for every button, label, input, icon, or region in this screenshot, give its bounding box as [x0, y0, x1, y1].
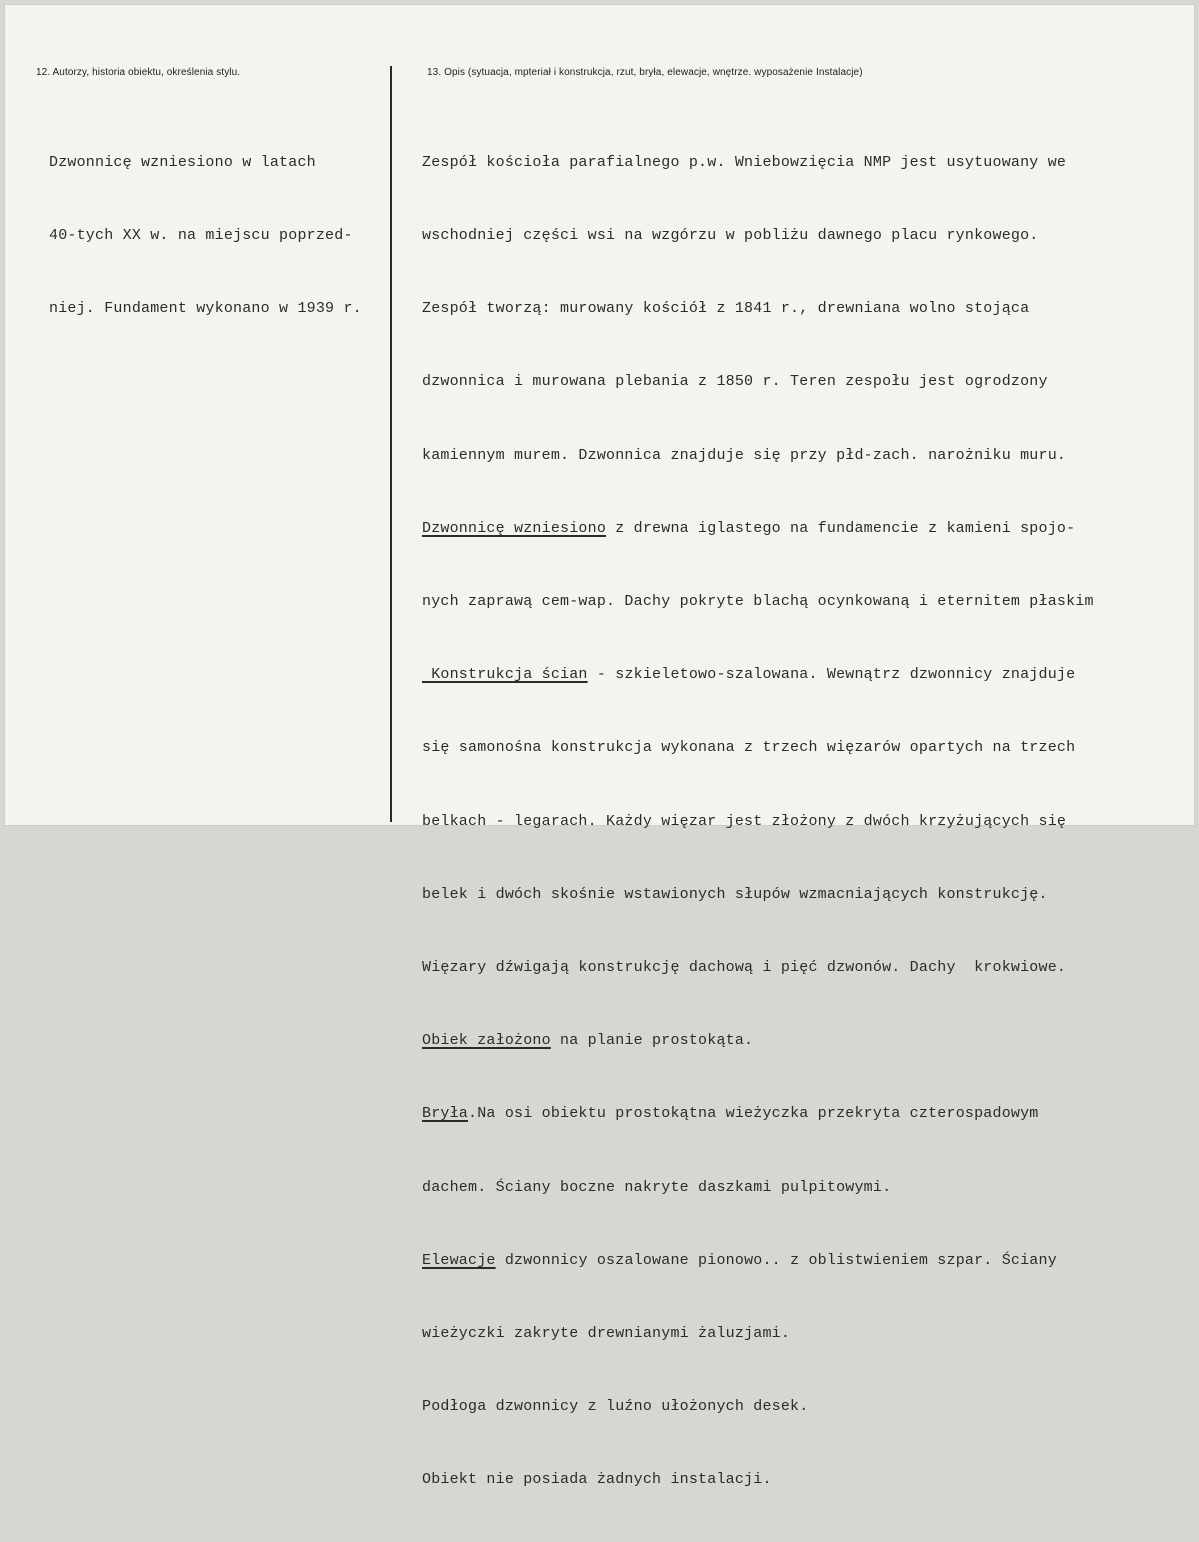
description-segment: na planie prostokąta.: [550, 1032, 754, 1050]
underlined-heading: Dzwonnicę wzniesiono: [422, 519, 607, 537]
section-13-header: 13. Opis (sytuacja, mpteriał i konstrukcja, rzut, bryła, elewacje, wnętrze. wyposażenie Instalacje): [427, 67, 863, 78]
description-line: Zespół tworzą: murowany kościół z 1841 r., drewniana wolno stojąca: [422, 300, 1030, 318]
underlined-heading: Konstrukcja ścian: [422, 666, 588, 684]
description-segment: z drewna iglastego na fundamencie z kamieni spojo-: [606, 519, 1076, 537]
underlined-heading: Bryła: [422, 1105, 469, 1123]
description-line: Zespół kościoła parafialnego p.w. Wniebowzięcia NMP jest usytuowany we: [422, 153, 1067, 171]
document-card: [4, 4, 1195, 1489]
column-divider: [390, 66, 392, 822]
description-line: Obiekt nie posiada żadnych instalacji.: [422, 1471, 772, 1489]
description-line: belkach - legarach. Każdy więzar jest złożony z dwóch krzyżujących się: [422, 812, 1067, 830]
underlined-heading: Obiek założono: [422, 1032, 551, 1050]
description-line: wieżyczki zakryte drewnianymi żaluzjami.: [422, 1325, 791, 1343]
description-line: [422, 517, 1094, 541]
description-segment: .Na osi obiektu prostokątna wieżyczka przekryta czterospadowym: [468, 1105, 1039, 1123]
history-text: [49, 102, 362, 370]
description-line: wschodniej części wsi na wzgórzu w pobliżu dawnego placu rynkowego.: [422, 227, 1039, 245]
description-line: się samonośna konstrukcja wykonana z trzech więzarów opartych na trzech: [422, 739, 1076, 757]
history-line: 40-tych XX w. na miejscu poprzed-: [49, 227, 353, 245]
underlined-heading: Elewacje: [422, 1251, 496, 1269]
description-line: belek i dwóch skośnie wstawionych słupów wzmacniających konstrukcję.: [422, 885, 1048, 903]
description-line: [422, 1102, 1094, 1126]
description-line: [422, 663, 1094, 687]
description-segment: - szkieletowo-szalowana. Wewnątrz dzwonnicy znajduje: [587, 666, 1076, 684]
history-line: niej. Fundament wykonano w 1939 r.: [49, 300, 362, 318]
description-line: [422, 1029, 1094, 1053]
description-line: [422, 1249, 1094, 1273]
description-segment: dzwonnicy oszalowane pionowo.. z oblistwieniem szpar. Ściany: [495, 1251, 1057, 1269]
description-line: Podłoga dzwonnicy z luźno ułożonych desek.: [422, 1398, 809, 1416]
description-line: Więzary dźwigają konstrukcję dachową i pięć dzwonów. Dachy krokwiowe.: [422, 959, 1067, 977]
description-line: dzwonnica i murowana plebania z 1850 r. Teren zespołu jest ogrodzony: [422, 373, 1048, 391]
history-line: Dzwonnicę wzniesiono w latach: [49, 153, 316, 171]
description-line: dachem. Ściany boczne nakryte daszkami pulpitowymi.: [422, 1178, 892, 1196]
section-12-header: 12. Autorzy, historia obiektu, określenia stylu.: [36, 67, 241, 78]
description-line: nych zaprawą cem-wap. Dachy pokryte blachą ocynkowaną i eternitem płaskim: [422, 593, 1094, 611]
description-line: kamiennym murem. Dzwonnica znajduje się przy płd-zach. narożniku muru.: [422, 446, 1067, 464]
description-text: [422, 102, 1094, 1542]
